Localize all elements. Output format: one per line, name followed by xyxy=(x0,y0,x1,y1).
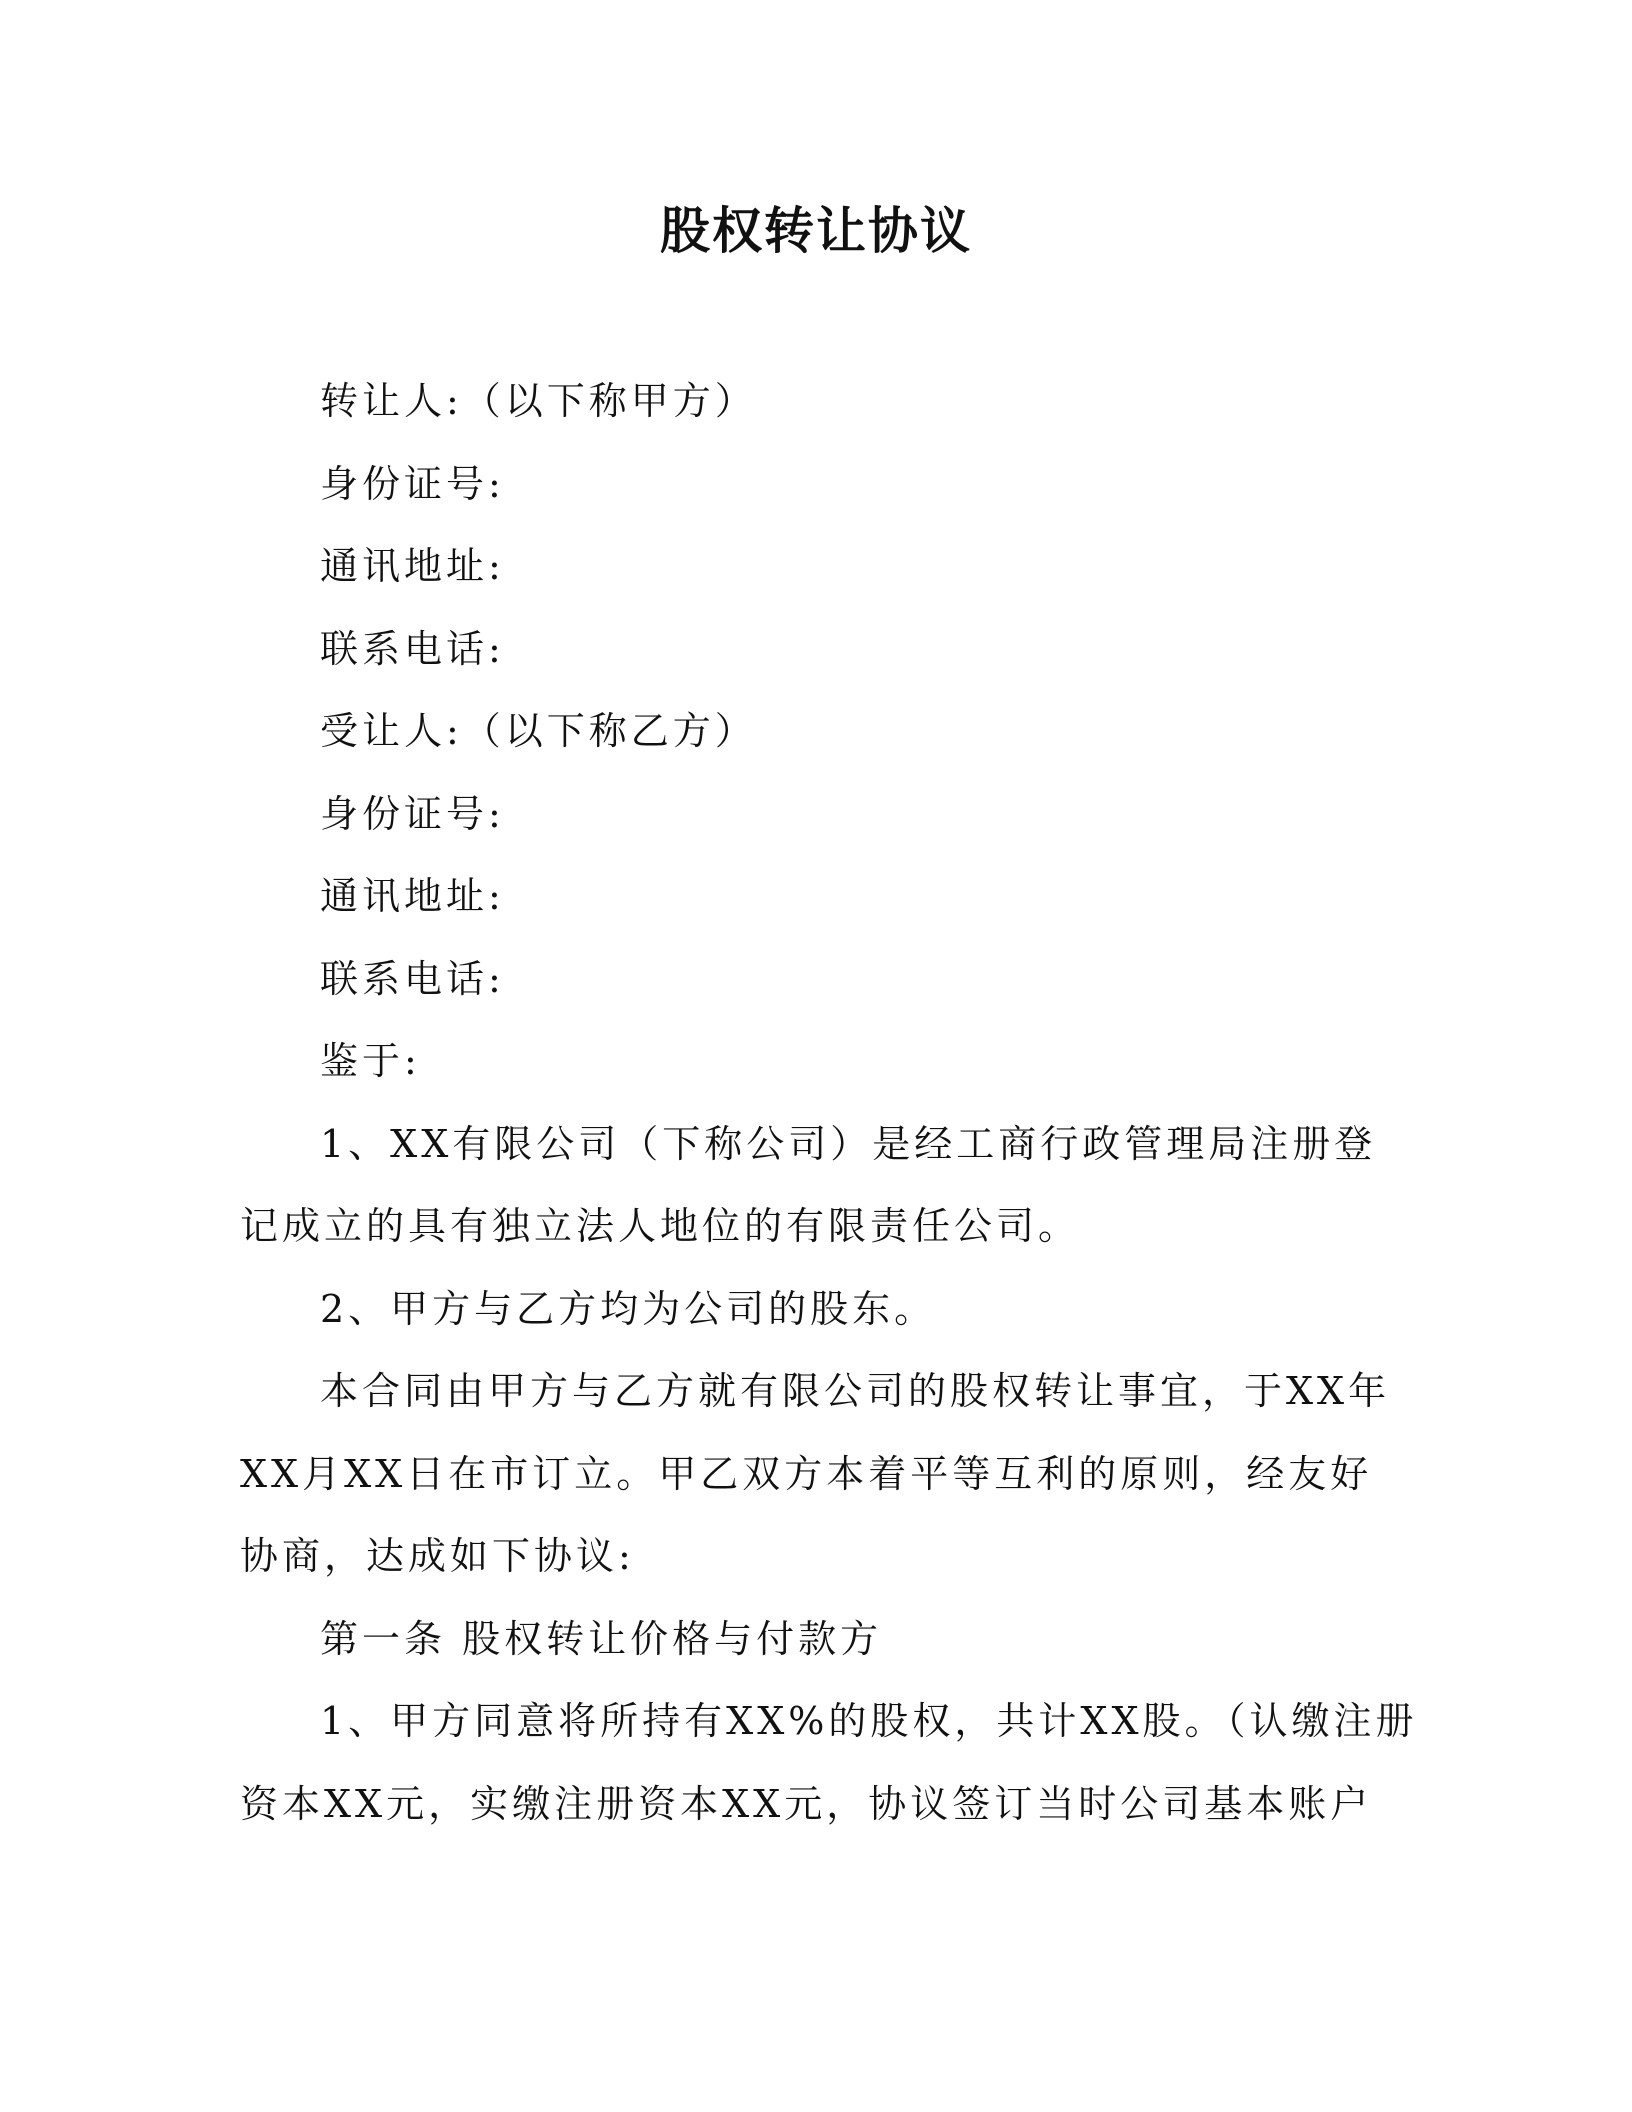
transferor-id-line: 身份证号: xyxy=(320,461,505,506)
transferor-phone-line: 联系电话: xyxy=(320,626,505,671)
article-1-heading: 第一条 股权转让价格与付款方 xyxy=(320,1616,883,1661)
transferee-id-line: 身份证号: xyxy=(320,791,505,836)
transferee-phone-line: 联系电话: xyxy=(320,956,505,1001)
article-1-item-1-line-1: 1、甲方同意将所持有XX%的股权，共计XX股。（认缴注册 xyxy=(320,1699,1418,1743)
whereas-item-1-line-2: 记成立的具有独立法人地位的有限责任公司。 xyxy=(240,1204,1081,1248)
whereas-item-2: 2、甲方与乙方均为公司的股东。 xyxy=(320,1286,937,1331)
document-title: 股权转让协议 xyxy=(660,201,972,260)
article-1-item-1-line-2: 资本XX元，实缴注册资本XX元，协议签订当时公司基本账户 xyxy=(240,1781,1373,1826)
whereas-heading: 鉴于: xyxy=(320,1039,421,1083)
transferor-line: 转让人:（以下称甲方） xyxy=(320,379,757,423)
transferee-line: 受让人:（以下称乙方） xyxy=(320,709,757,753)
contract-intro-line-2: XX月XX日在市订立。甲乙双方本着平等互利的原则，经友好 xyxy=(240,1451,1373,1496)
document-body xyxy=(240,360,1418,1845)
whereas-item-1-line-1: 1、XX有限公司（下称公司）是经工商行政管理局注册登 xyxy=(320,1121,1377,1166)
transferor-address-line: 通讯地址: xyxy=(320,544,505,588)
transferee-address-line: 通讯地址: xyxy=(320,874,505,918)
contract-intro-line-3: 协商，达成如下协议: xyxy=(240,1534,635,1578)
contract-intro-line-1: 本合同由甲方与乙方就有限公司的股权转让事宜，于XX年 xyxy=(320,1369,1391,1413)
